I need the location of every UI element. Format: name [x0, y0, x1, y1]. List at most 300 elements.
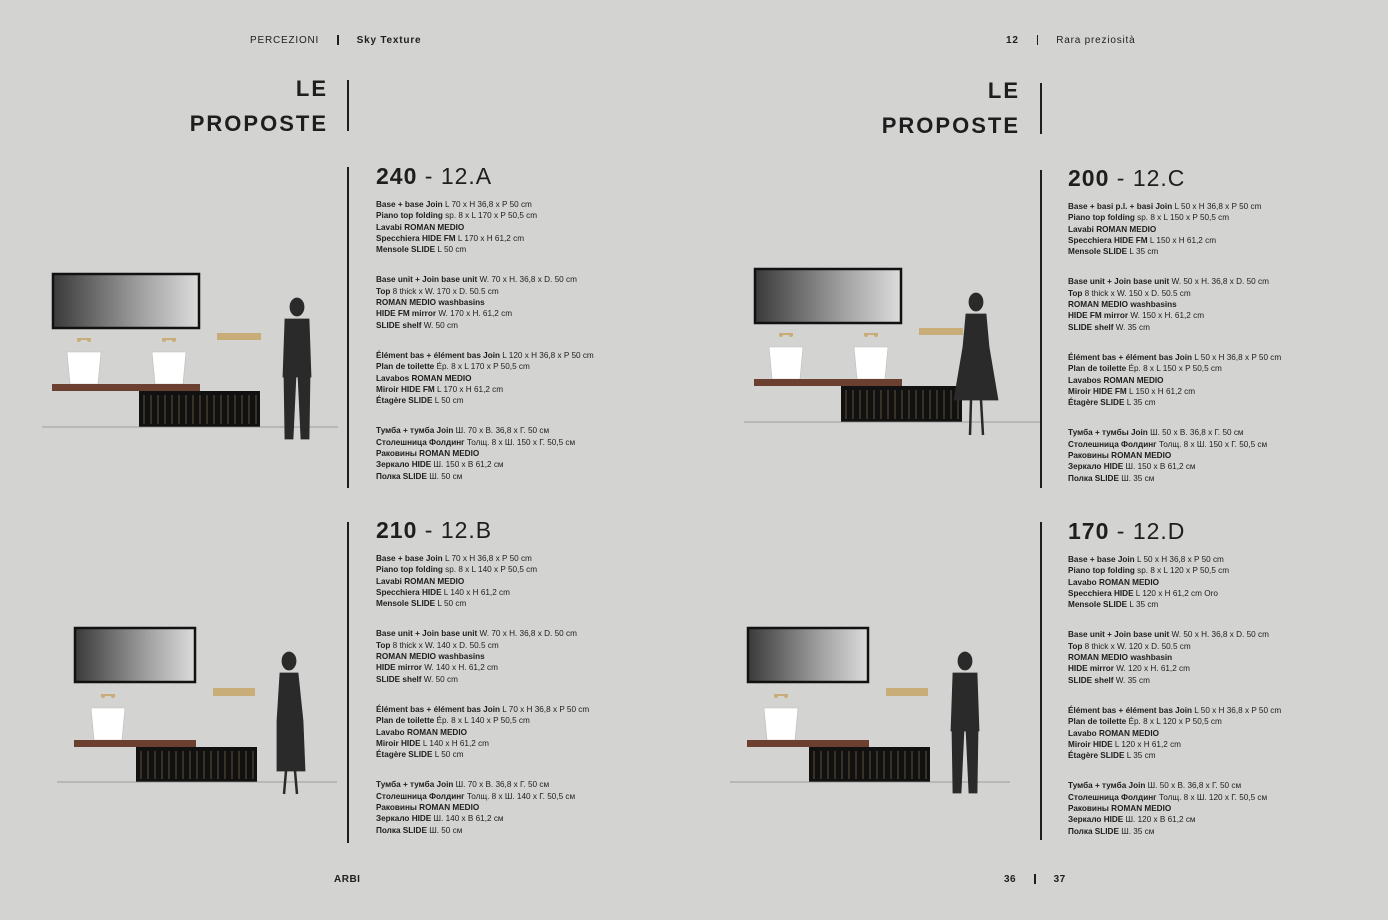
spec-line [1068, 663, 1368, 674]
spec-line [376, 640, 676, 651]
faucet-icon [779, 333, 783, 337]
spec-line [376, 233, 676, 244]
spec-line [1068, 246, 1368, 257]
spec-dimensions: L 35 cm [1124, 398, 1156, 408]
washbasin-icon [67, 352, 101, 384]
person-silhouette-icon [951, 652, 979, 793]
spec-line [1068, 288, 1368, 299]
spec-item: ROMAN MEDIO washbasin [1068, 653, 1173, 663]
spec-item: Тумба + тумба Join [376, 426, 454, 436]
torso-icon [283, 319, 311, 377]
spec-item: HIDE mirror [376, 663, 422, 673]
leg-icon [966, 729, 978, 793]
footer-page-left: 36 [1004, 874, 1017, 885]
leg-icon [295, 771, 297, 794]
spec-line [376, 598, 676, 609]
spec-dimensions: Ép. 8 x L 120 x P 50,5 cm [1126, 717, 1222, 727]
spec-line [376, 210, 676, 221]
proposal-block [376, 517, 676, 855]
header-page-number: 12 [1006, 35, 1019, 46]
spec-list [1068, 780, 1368, 836]
spec-dimensions: L 70 x H 36,8 x P 50 cm [442, 554, 532, 563]
spec-item: Base + base Join [376, 200, 443, 209]
spec-item: Miroir HIDE [1068, 739, 1113, 749]
spec-list [376, 350, 676, 406]
composition-illustration [742, 265, 1042, 445]
spec-dimensions: W. 140 x H. 61,2 cm [421, 663, 498, 673]
mirror-icon [53, 274, 199, 328]
spec-line [1068, 363, 1368, 374]
spec-item: SLIDE shelf [376, 674, 422, 684]
spec-item: ROMAN MEDIO washbasins [376, 652, 485, 662]
spec-dimensions: 8 thick x W. 170 x D. 50.5 cm [390, 286, 499, 296]
spec-item: Mensole SLIDE [376, 599, 436, 609]
spec-item: Lavabi ROMAN MEDIO [376, 576, 465, 586]
spec-item: ROMAN MEDIO washbasins [376, 298, 485, 308]
spec-dimensions: sp. 8 x L 120 x P 50,5 cm [1134, 566, 1230, 576]
spec-item: Mensole SLIDE [1068, 247, 1128, 257]
spec-line [1068, 397, 1368, 408]
spec-line [376, 779, 676, 790]
spec-item: Specchiera HIDE FM [376, 233, 456, 243]
spec-line [376, 395, 676, 406]
spec-line [1068, 652, 1368, 663]
faucet-icon [874, 333, 878, 337]
faucet-icon [864, 333, 868, 337]
spec-line [1068, 803, 1368, 814]
shelf-icon [213, 688, 255, 696]
spec-dimensions: sp. 8 x L 140 x P 50,5 cm [442, 565, 538, 575]
spec-dimensions: W. 50 x H. 36,8 x D. 50 cm [1169, 630, 1269, 640]
spec-item: Top [1068, 641, 1083, 651]
spec-line [376, 587, 676, 598]
spec-dimensions: L 150 x H 61,2 cm [1147, 235, 1217, 245]
mirror-icon [75, 628, 195, 682]
spec-line [376, 320, 676, 331]
spec-item: Lavabo ROMAN MEDIO [1068, 728, 1159, 738]
spec-line [376, 308, 676, 319]
title-line-1: LE [987, 78, 1020, 103]
spec-item: Base + basi p.l. + basi Join [1068, 202, 1173, 211]
spec-list [376, 628, 676, 684]
spec-line [1068, 386, 1368, 397]
spec-dimensions: L 120 x H 61,2 cm [1112, 739, 1182, 749]
washbasin-icon [91, 708, 125, 740]
proposal-block [1068, 165, 1368, 503]
spec-line [1068, 705, 1368, 716]
spec-item: Тумба + тумбы Join [1068, 428, 1148, 438]
countertop-icon [74, 740, 196, 747]
spec-line [376, 704, 676, 715]
spec-dimensions: Ш. 50 x В. 36,8 x Г. 50 см [1147, 428, 1244, 438]
spec-list [1068, 352, 1368, 408]
spec-line [1068, 826, 1368, 837]
spec-dimensions: L 50 x H 36,8 x P 50 cm [1172, 202, 1262, 211]
spec-item: Раковины ROMAN MEDIO [376, 449, 480, 459]
spec-dimensions: L 50 cm [435, 599, 467, 609]
spec-dimensions: W. 50 cm [421, 320, 458, 330]
spec-item: Зеркало HIDE [376, 814, 432, 824]
spec-item: SLIDE shelf [376, 320, 422, 330]
proposal-block [1068, 518, 1368, 856]
spec-dimensions: L 50 x H 36,8 x P 50 cm [1192, 352, 1282, 362]
shelf-icon [217, 333, 261, 340]
countertop-icon [754, 379, 902, 386]
spec-dimensions: Ш. 140 x В 61,2 см [431, 814, 504, 824]
proposal-code [376, 517, 676, 544]
spec-dimensions: L 50 x H 36,8 x P 50 cm [1134, 555, 1224, 564]
spec-item: Specchiera HIDE [1068, 588, 1134, 598]
spec-line [1068, 716, 1368, 727]
page-numbers [1004, 874, 1066, 885]
faucet-icon [87, 338, 91, 342]
spec-line [1068, 427, 1368, 438]
spec-dimensions: L 140 x H 61,2 cm [441, 587, 510, 597]
spec-line [376, 813, 676, 824]
header-collection: Rara preziosità [1056, 35, 1136, 46]
leg-icon [981, 400, 983, 435]
proposal-code [1068, 165, 1368, 192]
spec-line [1068, 212, 1368, 223]
spec-list [1068, 554, 1368, 610]
proposal-width: 240 [376, 163, 418, 189]
spec-item: Miroir HIDE [376, 738, 421, 748]
spec-item: ROMAN MEDIO washbasins [1068, 300, 1177, 310]
proposal-code [376, 163, 676, 190]
spec-dimensions: L 140 x H 61,2 cm [420, 738, 490, 748]
spec-item: Mensole SLIDE [1068, 600, 1128, 610]
spec-item: Base unit + Join base unit [376, 629, 478, 639]
footer-page-right: 37 [1053, 874, 1066, 885]
spec-item: Plan de toilette [1068, 717, 1127, 727]
spec-item: Столешница Фолдинг [376, 791, 465, 801]
spec-line [1068, 554, 1368, 565]
spec-dimensions: Ш. 70 x В. 36,8 x Г. 50 см [453, 780, 550, 790]
spec-item: Étagère SLIDE [376, 396, 433, 406]
spec-list [376, 779, 676, 835]
spec-line [376, 791, 676, 802]
spec-line [376, 471, 676, 482]
spec-line [376, 244, 676, 255]
spec-dimensions: L 170 x H 61,2 cm [434, 384, 504, 394]
spec-line [1068, 629, 1368, 640]
spec-line [376, 361, 676, 372]
spec-item: Specchiera HIDE [376, 587, 442, 597]
spec-dimensions: W. 70 x H. 36,8 x D. 50 cm [477, 275, 577, 285]
spec-line [376, 749, 676, 760]
spec-line [1068, 224, 1368, 235]
washbasin-icon [152, 352, 186, 384]
spec-dimensions: L 35 cm [1124, 751, 1156, 761]
spec-item: Тумба + тумба Join [376, 780, 454, 790]
spec-dimensions: W. 170 x H. 61,2 cm [436, 309, 513, 319]
page-header [250, 35, 421, 46]
spec-item: Lavabi ROMAN MEDIO [1068, 224, 1157, 234]
header-section: PERCEZIONI [250, 35, 320, 46]
spec-line [1068, 439, 1368, 450]
composition-illustration [55, 620, 340, 805]
spec-item: Lavabos ROMAN MEDIO [376, 373, 472, 383]
spec-dimensions: Ép. 8 x L 170 x P 50,5 cm [434, 362, 530, 372]
spec-dimensions: 8 thick x W. 140 x D. 50.5 cm [390, 640, 499, 650]
spec-line [1068, 450, 1368, 461]
spec-line [1068, 728, 1368, 739]
spec-dimensions: sp. 8 x L 170 x P 50,5 cm [442, 211, 538, 221]
spec-line [1068, 461, 1368, 472]
spec-list [1068, 276, 1368, 332]
spec-item: Élément bas + élément bas Join [1068, 705, 1192, 715]
head-icon [290, 298, 304, 316]
spec-line [376, 222, 676, 233]
spec-dimensions: W. 35 cm [1113, 675, 1150, 685]
spec-line [376, 727, 676, 738]
spec-line [376, 802, 676, 813]
right-page [694, 0, 1388, 920]
spec-line [1068, 473, 1368, 484]
faucet-icon [162, 338, 166, 342]
title-divider [347, 80, 349, 131]
spec-item: Lavabo ROMAN MEDIO [1068, 577, 1159, 587]
spec-dimensions: 8 thick x W. 150 x D. 50.5 cm [1082, 288, 1191, 298]
faucet-icon [774, 694, 778, 698]
spec-item: HIDE mirror [1068, 664, 1114, 674]
spec-dimensions: Ш. 120 x В 61,2 см [1123, 815, 1196, 825]
spec-item: Lavabos ROMAN MEDIO [1068, 375, 1164, 385]
spec-dimensions: W. 35 cm [1113, 322, 1150, 332]
person-silhouette-icon [283, 298, 311, 439]
spec-dimensions: 8 thick x W. 120 x D. 50.5 cm [1082, 641, 1191, 651]
spec-line [1068, 565, 1368, 576]
spec-line [1068, 792, 1368, 803]
proposal-width: 210 [376, 517, 418, 543]
spec-list [1068, 201, 1368, 257]
spec-item: Miroir HIDE FM [376, 384, 435, 394]
spec-item: Étagère SLIDE [1068, 751, 1125, 761]
spec-line [376, 350, 676, 361]
spec-item: Полка SLIDE [376, 471, 427, 481]
spec-item: Раковины ROMAN MEDIO [376, 803, 480, 813]
spec-item: Piano top folding [1068, 566, 1135, 576]
spec-item: Plan de toilette [376, 716, 435, 726]
spec-line [1068, 235, 1368, 246]
spec-dimensions: L 50 x H 36,8 x P 50 cm [1192, 705, 1282, 715]
spec-dimensions: W. 70 x H. 36,8 x D. 50 cm [477, 629, 577, 639]
spec-dimensions: Толщ. 8 x Ш. 140 x Г. 50,5 см [464, 791, 576, 801]
shelf-icon [919, 328, 963, 335]
title-line-2: PROPOSTE [189, 111, 328, 136]
faucet-icon [172, 338, 176, 342]
spec-dimensions: W. 50 x H. 36,8 x D. 50 cm [1169, 277, 1269, 287]
faucet-icon [784, 694, 788, 698]
spec-list [1068, 427, 1368, 483]
spec-item: Base unit + Join base unit [1068, 277, 1170, 287]
proposal-id: - 12.A [424, 163, 493, 189]
spec-line [1068, 675, 1368, 686]
proposal-id: - 12.B [424, 517, 493, 543]
spec-line [1068, 814, 1368, 825]
spec-item: HIDE FM mirror [376, 309, 437, 319]
spec-item: Miroir HIDE FM [1068, 386, 1127, 396]
gown-icon [277, 673, 305, 771]
faucet-icon [789, 333, 793, 337]
spec-line [376, 437, 676, 448]
spec-item: HIDE FM mirror [1068, 311, 1129, 321]
leg-icon [952, 729, 964, 793]
spec-dimensions: W. 150 x H. 61,2 cm [1128, 311, 1205, 321]
spec-dimensions: L 120 x H 61,2 cm Oro [1133, 588, 1218, 598]
spec-line [376, 738, 676, 749]
mirror-icon [755, 269, 901, 323]
spec-dimensions: L 70 x H 36,8 x P 50 cm [442, 200, 532, 209]
spec-item: Lavabi ROMAN MEDIO [376, 222, 465, 232]
page-header [1006, 35, 1136, 46]
spec-dimensions: L 50 cm [432, 750, 464, 760]
spec-dimensions: L 70 x H 36,8 x P 50 cm [500, 704, 590, 714]
spec-item: Élément bas + élément bas Join [376, 350, 500, 360]
spec-item: Раковины ROMAN MEDIO [1068, 451, 1172, 461]
spec-item: Base unit + Join base unit [376, 275, 478, 285]
spec-item: Plan de toilette [1068, 364, 1127, 374]
faucet-icon [101, 694, 105, 698]
spec-line [376, 286, 676, 297]
spec-item: Piano top folding [376, 211, 443, 221]
title-divider [1040, 83, 1042, 134]
washbasin-icon [764, 708, 798, 740]
spec-dimensions: sp. 8 x L 150 x P 50,5 cm [1134, 213, 1230, 223]
spec-item: Étagère SLIDE [1068, 398, 1125, 408]
spec-dimensions: Ш. 70 x В. 36,8 x Г. 50 см [453, 426, 550, 436]
spec-item: Élément bas + élément bas Join [1068, 352, 1192, 362]
spec-line [1068, 201, 1368, 212]
person-silhouette-icon [277, 652, 305, 794]
footer-brand: ARBI [334, 874, 361, 885]
spec-dimensions: Ш. 150 x В 61,2 см [1123, 462, 1196, 472]
spec-item: Specchiera HIDE FM [1068, 235, 1148, 245]
spec-item: Élément bas + élément bas Join [376, 704, 500, 714]
spec-dimensions: L 35 cm [1127, 600, 1159, 610]
spec-dimensions: L 150 x H 61,2 cm [1126, 386, 1196, 396]
spec-line [1068, 299, 1368, 310]
spec-item: Зеркало HIDE [1068, 462, 1124, 472]
header-divider [337, 35, 339, 45]
head-icon [958, 652, 972, 670]
spec-item: Зеркало HIDE [376, 460, 432, 470]
section-divider [1040, 522, 1042, 840]
spec-item: Base unit + Join base unit [1068, 630, 1170, 640]
leg-icon [284, 771, 286, 794]
page-title [150, 71, 328, 141]
spec-item: Plan de toilette [376, 362, 435, 372]
footer-divider [1034, 874, 1036, 884]
spec-line [1068, 750, 1368, 761]
spec-item: Piano top folding [376, 565, 443, 575]
spec-item: SLIDE shelf [1068, 675, 1114, 685]
spec-item: Base + base Join [376, 554, 443, 563]
countertop-icon [747, 740, 869, 747]
torso-icon [951, 673, 979, 731]
spec-item: Зеркало HIDE [1068, 815, 1124, 825]
spec-line [1068, 739, 1368, 750]
spec-item: Mensole SLIDE [376, 245, 436, 255]
spec-line [1068, 577, 1368, 588]
spec-item: Étagère SLIDE [376, 750, 433, 760]
proposal-width: 200 [1068, 165, 1110, 191]
spec-dimensions: Ш. 50 см [426, 825, 463, 835]
head-icon [282, 652, 296, 670]
spec-line [376, 297, 676, 308]
spec-dimensions: Ш. 50 см [426, 471, 463, 481]
spec-line [376, 199, 676, 210]
spec-item: Столешница Фолдинг [1068, 439, 1157, 449]
spec-line [376, 674, 676, 685]
spec-dimensions: L 120 x H 36,8 x P 50 cm [500, 350, 594, 360]
spec-line [1068, 352, 1368, 363]
spec-item: Столешница Фолдинг [1068, 792, 1157, 802]
spec-line [1068, 588, 1368, 599]
spec-item: Полка SLIDE [1068, 473, 1119, 483]
spec-line [1068, 276, 1368, 287]
title-line-1: LE [295, 76, 328, 101]
spec-dimensions: L 170 x H 61,2 cm [455, 233, 525, 243]
spec-item: Top [1068, 288, 1083, 298]
spec-line [376, 662, 676, 673]
title-line-2: PROPOSTE [881, 113, 1020, 138]
spec-line [1068, 641, 1368, 652]
spec-line [376, 651, 676, 662]
spec-list [376, 274, 676, 330]
header-divider [1037, 35, 1039, 45]
spec-dimensions: Ш. 150 x В 61,2 см [431, 460, 504, 470]
spec-line [376, 564, 676, 575]
head-icon [969, 293, 983, 311]
spec-item: Base + base Join [1068, 555, 1135, 564]
spec-item: Piano top folding [1068, 213, 1135, 223]
composition-illustration [728, 620, 1028, 800]
faucet-icon [77, 338, 81, 342]
spec-line [1068, 310, 1368, 321]
spec-item: Столешница Фолдинг [376, 437, 465, 447]
shelf-icon [886, 688, 928, 696]
page-title [842, 73, 1020, 143]
mirror-icon [748, 628, 868, 682]
spec-list [1068, 705, 1368, 761]
spec-dimensions: L 50 cm [435, 245, 467, 255]
spec-dimensions: Толщ. 8 x Ш. 120 x Г. 50,5 см [1156, 792, 1268, 802]
spec-dimensions: Ép. 8 x L 150 x P 50,5 cm [1126, 364, 1222, 374]
header-collection: Sky Texture [356, 35, 422, 46]
spec-line [376, 459, 676, 470]
spec-item: Полка SLIDE [1068, 826, 1119, 836]
spec-list [1068, 629, 1368, 685]
spec-line [376, 448, 676, 459]
spec-dimensions: L 35 cm [1127, 247, 1159, 257]
countertop-icon [52, 384, 200, 391]
spec-dimensions: L 50 cm [432, 396, 464, 406]
spec-dimensions: Ш. 35 см [1118, 826, 1155, 836]
section-divider [347, 167, 349, 488]
spec-item: Lavabo ROMAN MEDIO [376, 727, 467, 737]
spec-line [1068, 322, 1368, 333]
proposal-code [1068, 518, 1368, 545]
faucet-icon [111, 694, 115, 698]
section-divider [347, 522, 349, 843]
spec-dimensions: Ép. 8 x L 140 x P 50,5 cm [434, 716, 530, 726]
spec-dimensions: Толщ. 8 x Ш. 150 x Г. 50,5 см [1156, 439, 1268, 449]
spec-item: Top [376, 286, 391, 296]
spec-line [376, 553, 676, 564]
spec-item: Top [376, 640, 391, 650]
leg-icon [970, 400, 971, 435]
